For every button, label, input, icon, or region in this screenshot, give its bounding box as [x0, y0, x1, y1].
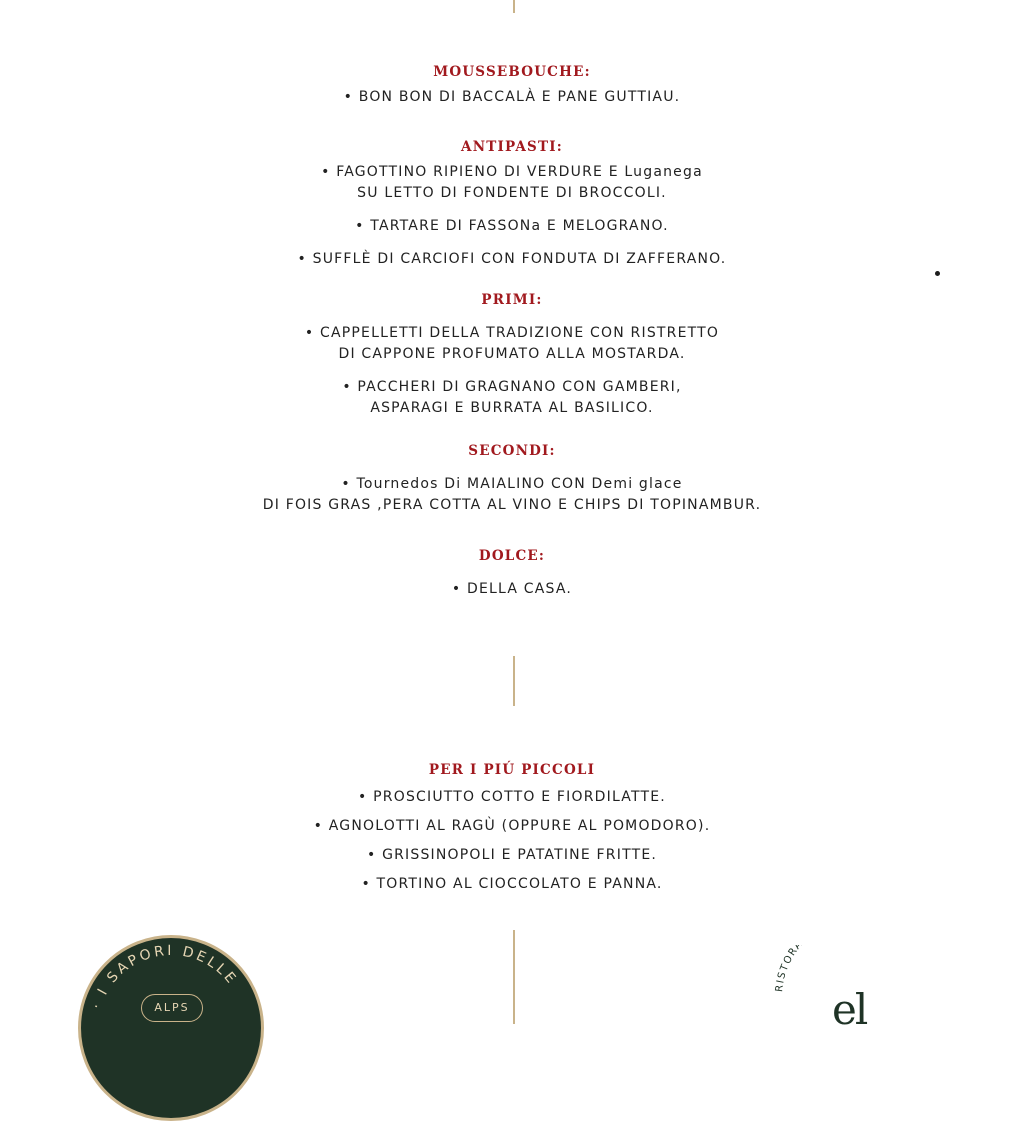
item-line: • FAGOTTINO RIPIENO DI VERDURE E Luganega [321, 164, 703, 180]
sapori-delle-alpi-badge [78, 935, 264, 1121]
section-secondi [0, 441, 1024, 516]
item-line: SU LETTO DI FONDENTE DI BROCCOLI. [357, 185, 667, 201]
section-title: ANTIPASTI: [461, 139, 563, 155]
badge-arc-svg [78, 935, 264, 1121]
item-line: • SUFFLÈ DI CARCIOFI CON FONDUTA DI ZAFFERANO. [297, 251, 727, 267]
menu-item [0, 87, 1024, 108]
menu-item [0, 377, 1024, 419]
section-title: MOUSSEBOUCHE: [433, 64, 591, 80]
section-dolce [0, 546, 1024, 600]
divider-line-middle [513, 656, 515, 706]
item-line: ASPARAGI E BURRATA AL BASILICO. [370, 400, 654, 416]
section-title: PRIMI: [481, 292, 543, 308]
menu-item: • GRISSINOPOLI E PATATINE FRITTE. [366, 847, 658, 863]
section-antipasti [0, 137, 1024, 270]
divider-line-top [513, 0, 515, 13]
item-line: • CAPPELLETTI DELLA TRADIZIONE CON RISTRETTO [304, 325, 720, 341]
item-line: DI FOIS GRAS ,PERA COTTA AL VINO E CHIPS DI TOPINAMBUR. [262, 497, 762, 513]
menu-item: • TORTINO AL CIOCCOLATO E PANNA. [361, 876, 663, 892]
menu-item: • AGNOLOTTI AL RAGÙ (OPPURE AL POMODORO). [313, 818, 711, 834]
section-title: SECONDI: [468, 443, 556, 459]
menu-item [0, 323, 1024, 365]
item-line: • TARTARE DI FASSONa E MELOGRANO. [355, 218, 669, 234]
menu-item [0, 579, 1024, 600]
section-moussebouche [0, 62, 1024, 108]
badge-arc-textpath: · I SAPORI DELLE [88, 942, 241, 1012]
section-title: PER I PIÚ PICCOLI [428, 762, 596, 778]
item-line: • BON BON DI BACCALÀ E PANE GUTTIAU. [343, 89, 681, 105]
logo-mark: el [832, 985, 867, 1034]
menu-item [0, 162, 1024, 204]
section-kids-menu [0, 760, 1024, 903]
divider-line-bottom [513, 930, 515, 1024]
menu-courses [0, 62, 1024, 600]
item-line: • DELLA CASA. [451, 581, 573, 597]
section-primi [0, 290, 1024, 419]
item-line: • Tournedos Di MAIALINO CON Demi glace [341, 476, 683, 492]
menu-item [0, 249, 1024, 270]
item-line: DI CAPPONE PROFUMATO ALLA MOSTARDA. [338, 346, 686, 362]
menu-item: • PROSCIUTTO COTTO E FIORDILATTE. [358, 789, 666, 805]
badge-inner-label: ALPS [141, 994, 203, 1022]
item-line: • PACCHERI DI GRAGNANO CON GAMBERI, [342, 379, 682, 395]
menu-item [0, 216, 1024, 237]
logo-arc-textpath: RISTOR [774, 945, 801, 993]
menu-item [0, 474, 1024, 516]
section-title: DOLCE: [478, 548, 546, 564]
